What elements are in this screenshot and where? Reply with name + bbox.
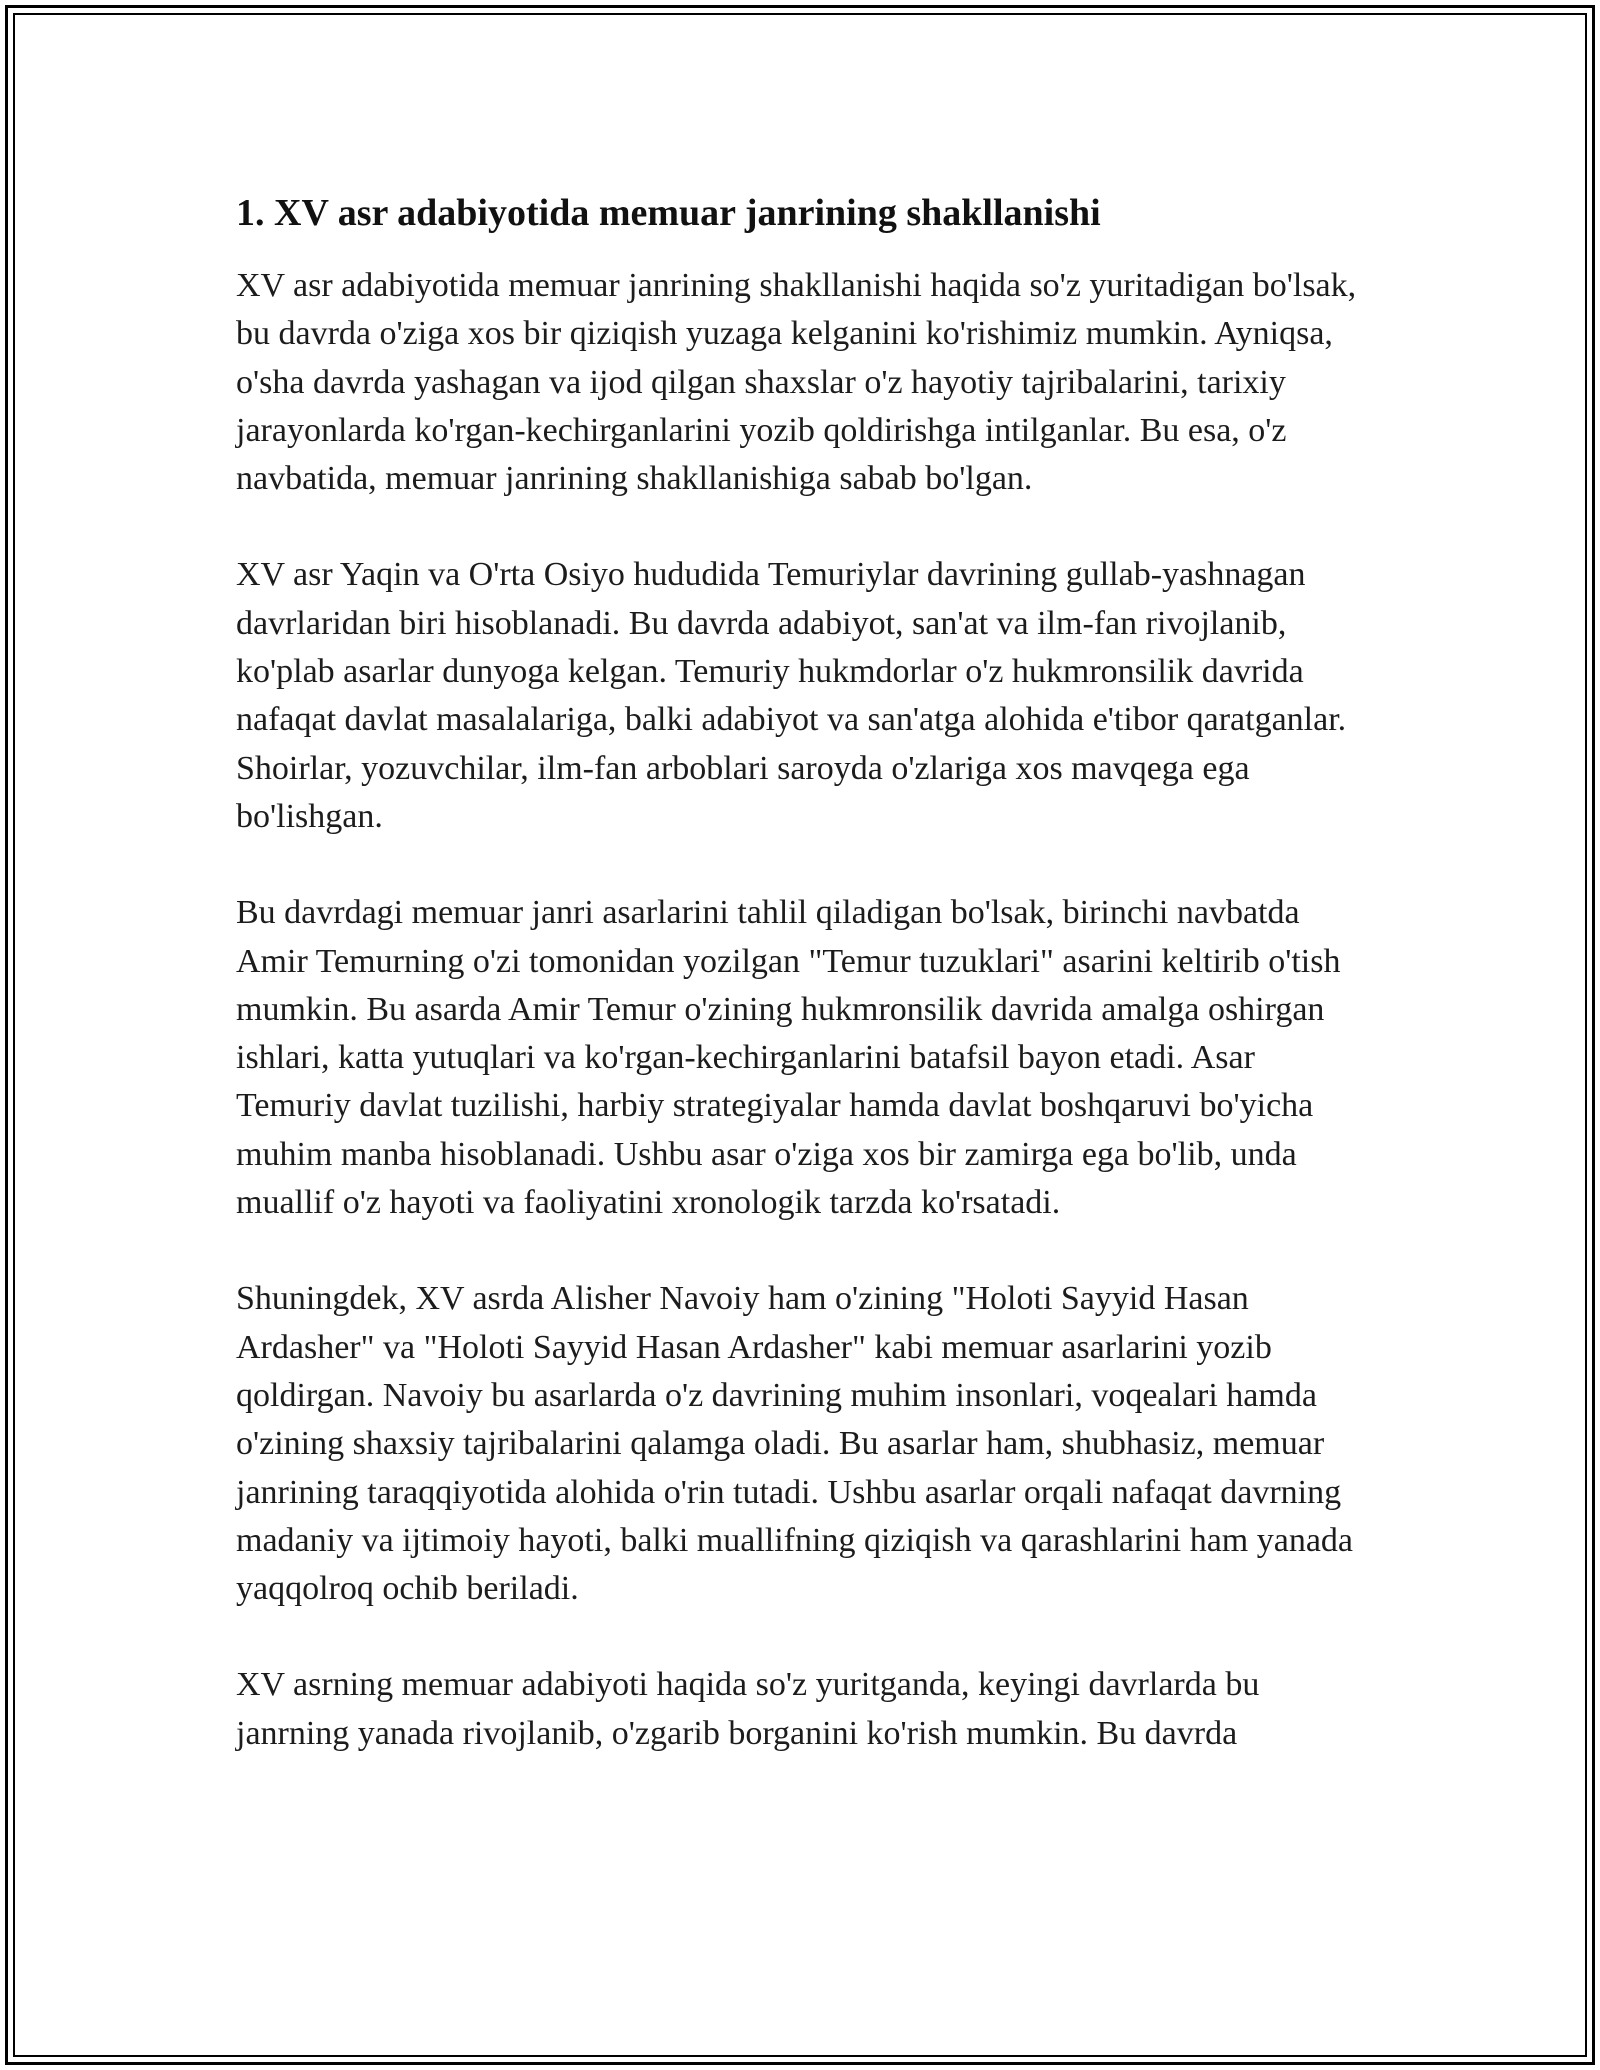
paragraph-2: XV asr Yaqin va O'rta Osiyo hududida Temuriylar davrining gullab-yashnagan davrlaridan biri hisoblanadi. Bu davrda adabiyot, san'at va ilm-fan rivojlanib, ko'plab asarlar dunyoga kelgan. Temuriy hukmdorlar o'z hukmronsilik davrida nafaqat davlat masalalariga, balki adabiyot va san'atga alohida e'tibor qaratganlar. Shoirlar, yozuvchilar, ilm-fan arboblari saroyda o'zlariga xos mavqega ega bo'lishgan. <box>236 556 1347 835</box>
document-body <box>236 186 1366 1758</box>
paragraph-5: XV asrning memuar adabiyoti haqida so'z yuritganda, keyingi davrlarda bu janrning yanada rivojlanib, o'zgarib borganini ko'rish mumkin. Bu davrda <box>236 1666 1260 1752</box>
paragraph-1: XV asr adabiyotida memuar janrining shakllanishi haqida so'z yuritadigan bo'lsak, bu davrda o'ziga xos bir qiziqish yuzaga kelganini ko'rishimiz mumkin. Ayniqsa, o'sha davrda yashagan va ijod qilgan shaxslar o'z hayotiy tajribalarini, tarixiy jarayonlarda ko'rgan-kechirganlarini yozib qoldirishga intilganlar. Bu esa, o'z navbatida, memuar janrining shakllanishiga sabab bo'lgan. <box>236 267 1357 498</box>
section-heading: 1. XV asr adabiyotida memuar janrining shakllanishi <box>236 192 1101 234</box>
paragraph-4: Shuningdek, XV asrda Alisher Navoiy ham o'zining "Holoti Sayyid Hasan Ardasher" va "Holoti Sayyid Hasan Ardasher" kabi memuar asarlarini yozib qoldirgan. Navoiy bu asarlarda o'z davrining muhim insonlari, voqealari hamda o'zining shaxsiy tajribalarini qalamga oladi. Bu asarlar ham, shubhasiz, memuar janrining taraqqiyotida alohida o'rin tutadi. Ushbu asarlar orqali nafaqat davrning madaniy va ijtimoiy hayoti, balki muallifning qiziqish va qarashlarini ham yanada yaqqolroq ochib beriladi. <box>236 1280 1354 1608</box>
paragraph-3: Bu davrdagi memuar janri asarlarini tahlil qiladigan bo'lsak, birinchi navbatda Amir Temurning o'zi tomonidan yozilgan "Temur tuzuklari" asarini keltirib o'tish mumkin. Bu asarda Amir Temur o'zining hukmronsilik davrida amalga oshirgan ishlari, katta yutuqlari va ko'rgan-kechirganlarini batafsil bayon etadi. Asar Temuriy davlat tuzilishi, harbiy strategiyalar hamda davlat boshqaruvi bo'yicha muhim manba hisoblanadi. Ushbu asar o'ziga xos bir zamirga ega bo'lib, unda muallif o'z hayoti va faoliyatini xronologik tarzda ko'rsatadi. <box>236 894 1341 1222</box>
